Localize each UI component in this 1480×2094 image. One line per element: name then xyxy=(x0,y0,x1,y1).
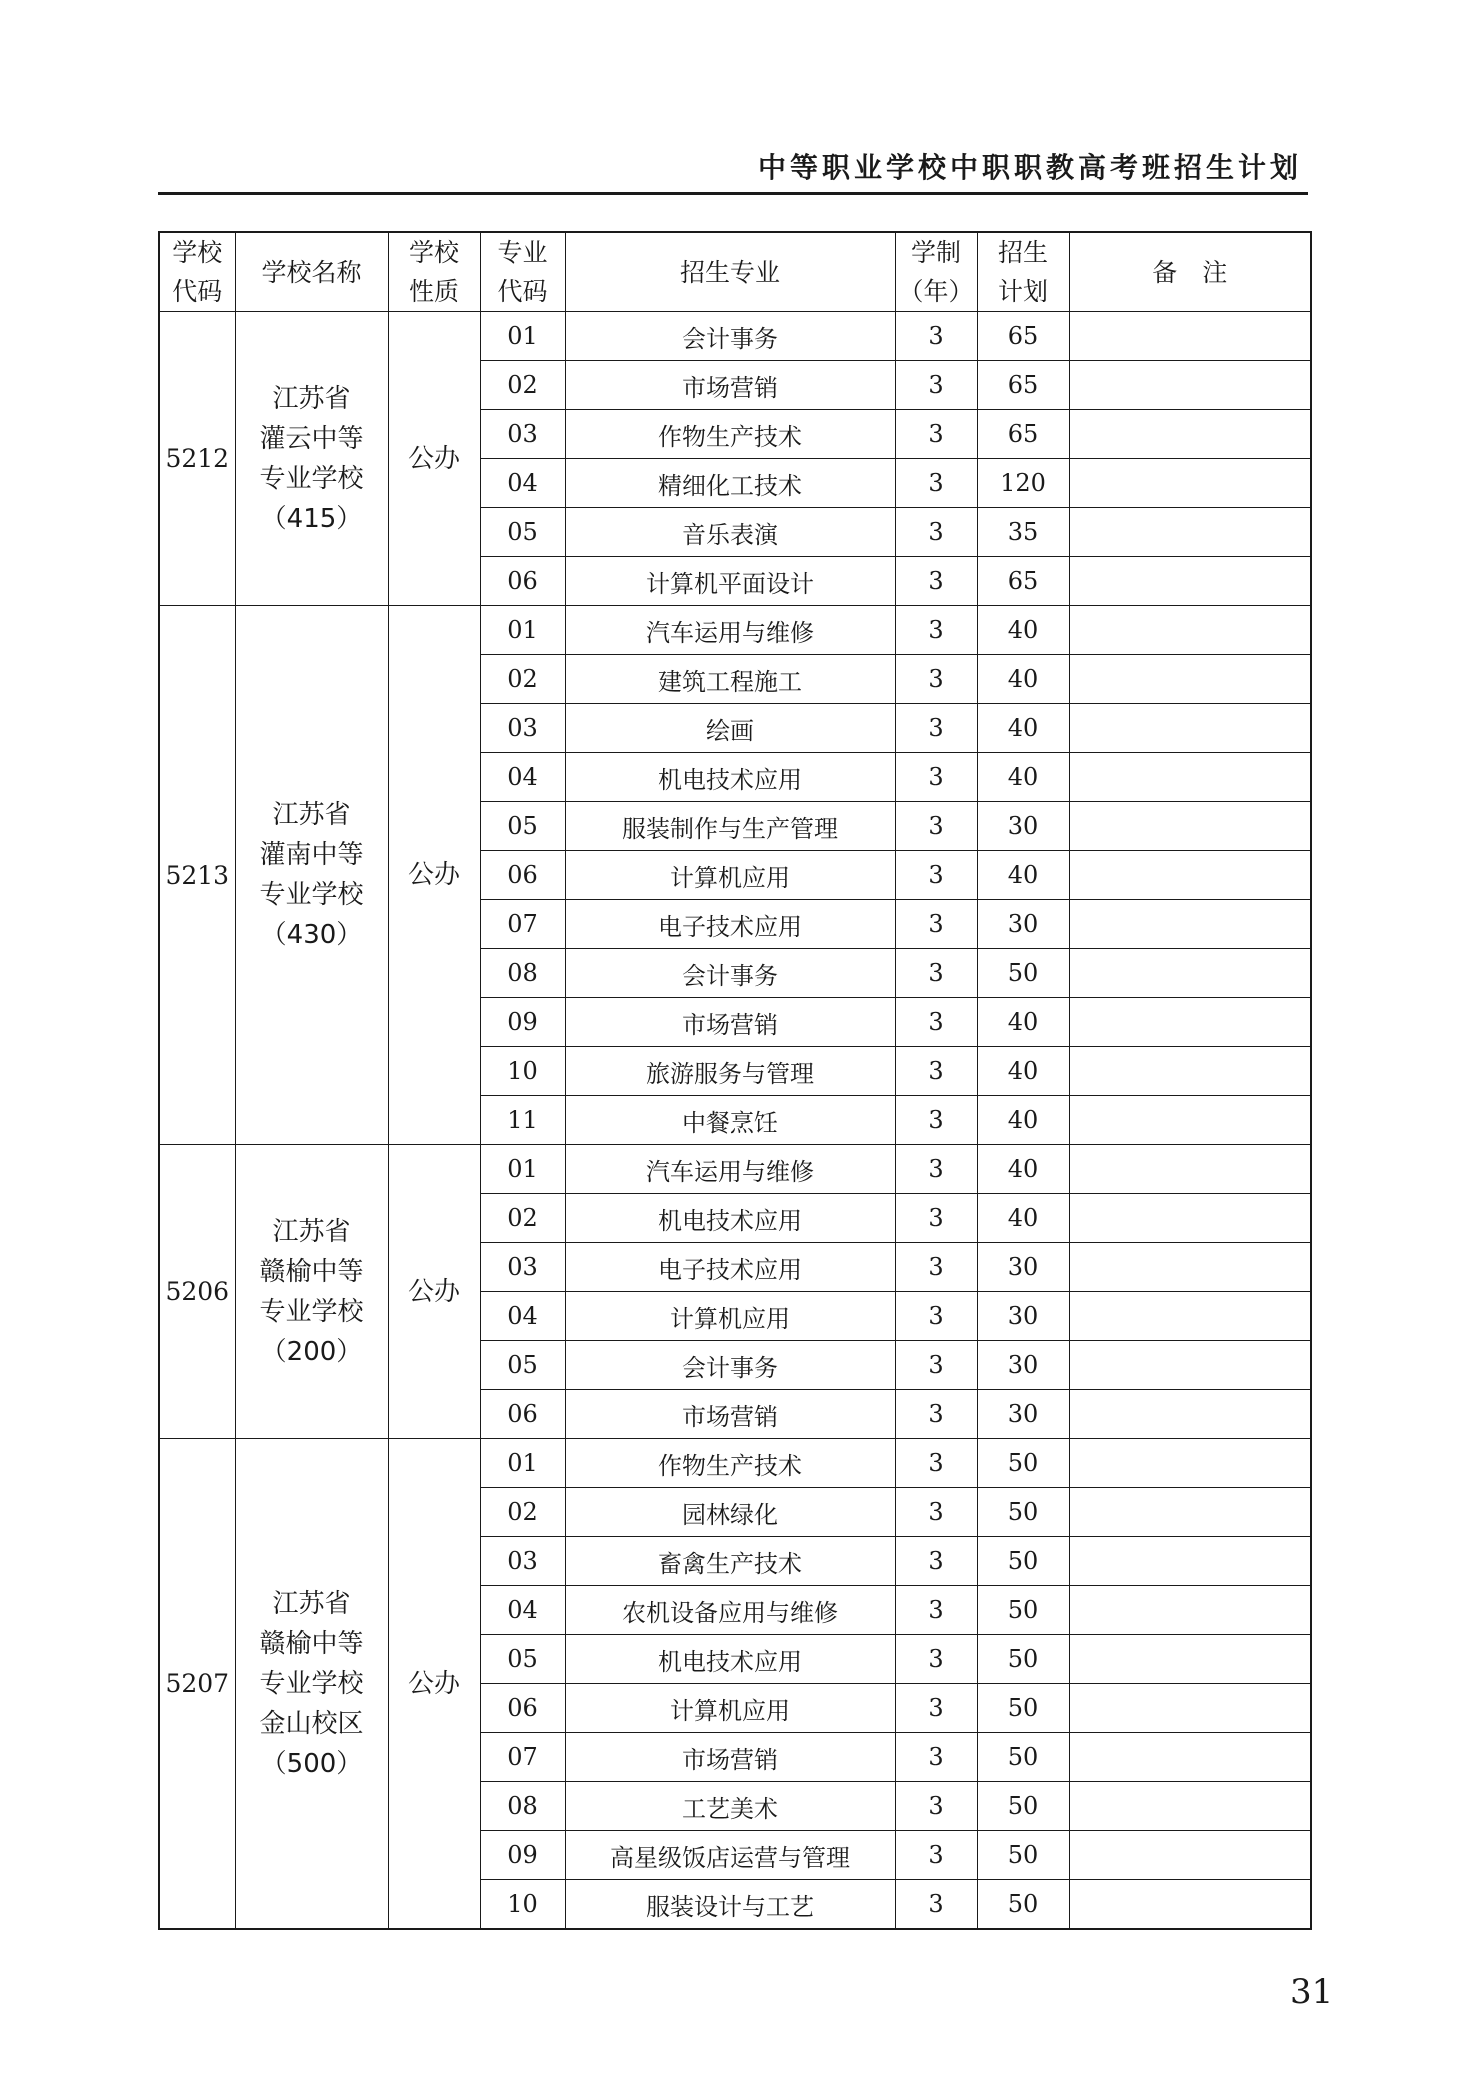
remark-cell xyxy=(1069,1782,1311,1831)
major-code-cell: 04 xyxy=(480,1292,565,1341)
major-name-cell: 机电技术应用 xyxy=(565,1635,895,1684)
major-name-cell: 园林绿化 xyxy=(565,1488,895,1537)
remark-cell xyxy=(1069,998,1311,1047)
remark-cell xyxy=(1069,1684,1311,1733)
school-name-line: 赣榆中等 xyxy=(259,1256,364,1287)
remark-cell xyxy=(1069,1096,1311,1145)
plan-cell: 50 xyxy=(977,1831,1069,1880)
plan-cell: 65 xyxy=(977,410,1069,459)
school-name-cell xyxy=(235,1439,388,1930)
years-cell: 3 xyxy=(895,1145,977,1194)
major-name-cell: 作物生产技术 xyxy=(565,410,895,459)
major-code-cell: 02 xyxy=(480,361,565,410)
remark-cell xyxy=(1069,459,1311,508)
plan-cell: 50 xyxy=(977,1439,1069,1488)
major-name-cell: 汽车运用与维修 xyxy=(565,606,895,655)
plan-cell: 30 xyxy=(977,1390,1069,1439)
plan-cell: 50 xyxy=(977,949,1069,998)
major-name-cell: 服装设计与工艺 xyxy=(565,1880,895,1930)
years-cell: 3 xyxy=(895,606,977,655)
major-name-cell: 市场营销 xyxy=(565,1390,895,1439)
plan-cell: 30 xyxy=(977,1341,1069,1390)
major-name-cell: 中餐烹饪 xyxy=(565,1096,895,1145)
school-name-line: （430） xyxy=(260,920,363,950)
remark-cell xyxy=(1069,802,1311,851)
remark-cell xyxy=(1069,312,1311,361)
major-code-cell: 07 xyxy=(480,1733,565,1782)
major-name-cell: 机电技术应用 xyxy=(565,1194,895,1243)
years-cell: 3 xyxy=(895,851,977,900)
table-row xyxy=(159,312,1311,361)
major-name-cell: 机电技术应用 xyxy=(565,753,895,802)
school-code-cell: 5213 xyxy=(159,606,235,1145)
major-code-cell: 05 xyxy=(480,802,565,851)
plan-cell: 30 xyxy=(977,1243,1069,1292)
running-head xyxy=(158,146,1308,195)
remark-cell xyxy=(1069,1635,1311,1684)
school-code-cell: 5212 xyxy=(159,312,235,606)
major-code-cell: 01 xyxy=(480,1145,565,1194)
remark-cell xyxy=(1069,655,1311,704)
plan-cell: 50 xyxy=(977,1635,1069,1684)
years-cell: 3 xyxy=(895,410,977,459)
major-name-cell: 计算机应用 xyxy=(565,1292,895,1341)
plan-cell: 50 xyxy=(977,1586,1069,1635)
years-cell: 3 xyxy=(895,900,977,949)
major-name-cell: 市场营销 xyxy=(565,998,895,1047)
years-cell: 3 xyxy=(895,1586,977,1635)
major-code-cell: 03 xyxy=(480,1537,565,1586)
remark-cell xyxy=(1069,1831,1311,1880)
years-cell: 3 xyxy=(895,1488,977,1537)
years-cell: 3 xyxy=(895,753,977,802)
major-code-cell: 06 xyxy=(480,557,565,606)
school-name-line: 江苏省 xyxy=(272,383,351,414)
major-code-cell: 01 xyxy=(480,606,565,655)
header-major: 招生专业 xyxy=(565,232,895,312)
plan-cell: 50 xyxy=(977,1782,1069,1831)
remark-cell xyxy=(1069,1292,1311,1341)
years-cell: 3 xyxy=(895,508,977,557)
major-code-cell: 10 xyxy=(480,1047,565,1096)
major-name-cell: 会计事务 xyxy=(565,312,895,361)
remark-cell xyxy=(1069,851,1311,900)
remark-cell xyxy=(1069,1047,1311,1096)
school-name-line: 专业学校 xyxy=(259,880,364,910)
school-name-cell xyxy=(235,312,388,606)
school-name-line: 灌南中等 xyxy=(259,840,364,870)
major-name-cell: 音乐表演 xyxy=(565,508,895,557)
plan-cell: 65 xyxy=(977,557,1069,606)
school-code-cell: 5207 xyxy=(159,1439,235,1930)
remark-cell xyxy=(1069,1733,1311,1782)
major-code-cell: 08 xyxy=(480,1782,565,1831)
school-code-cell: 5206 xyxy=(159,1145,235,1439)
enrollment-plan-table xyxy=(158,231,1312,1930)
school-name-cell xyxy=(235,606,388,1145)
years-cell: 3 xyxy=(895,1292,977,1341)
school-nature-cell: 公办 xyxy=(388,606,480,1145)
school-name-line: （500） xyxy=(260,1748,363,1779)
plan-cell: 30 xyxy=(977,1292,1069,1341)
school-name-line: 灌云中等 xyxy=(259,423,364,454)
school-name-line: 赣榆中等 xyxy=(259,1628,364,1659)
school-name-line: 专业学校 xyxy=(259,463,364,494)
years-cell: 3 xyxy=(895,1782,977,1831)
major-code-cell: 03 xyxy=(480,704,565,753)
major-code-cell: 06 xyxy=(480,1684,565,1733)
major-code-cell: 07 xyxy=(480,900,565,949)
table-row xyxy=(159,606,1311,655)
major-code-cell: 03 xyxy=(480,410,565,459)
major-code-cell: 02 xyxy=(480,655,565,704)
school-nature-cell: 公办 xyxy=(388,312,480,606)
remark-cell xyxy=(1069,1194,1311,1243)
years-cell: 3 xyxy=(895,655,977,704)
table-row xyxy=(159,1145,1311,1194)
years-cell: 3 xyxy=(895,1684,977,1733)
plan-cell: 40 xyxy=(977,1194,1069,1243)
major-code-cell: 06 xyxy=(480,851,565,900)
major-name-cell: 工艺美术 xyxy=(565,1782,895,1831)
major-name-cell: 高星级饭店运营与管理 xyxy=(565,1831,895,1880)
major-name-cell: 计算机应用 xyxy=(565,1684,895,1733)
years-cell: 3 xyxy=(895,1537,977,1586)
major-name-cell: 市场营销 xyxy=(565,1733,895,1782)
remark-cell xyxy=(1069,753,1311,802)
school-name-line: 江苏省 xyxy=(272,1216,351,1247)
years-cell: 3 xyxy=(895,1635,977,1684)
school-name-line: 金山校区 xyxy=(259,1708,364,1739)
years-cell: 3 xyxy=(895,1880,977,1930)
plan-cell: 50 xyxy=(977,1733,1069,1782)
major-name-cell: 农机设备应用与维修 xyxy=(565,1586,895,1635)
major-name-cell: 汽车运用与维修 xyxy=(565,1145,895,1194)
major-name-cell: 建筑工程施工 xyxy=(565,655,895,704)
remark-cell xyxy=(1069,1341,1311,1390)
remark-cell xyxy=(1069,1145,1311,1194)
major-name-cell: 旅游服务与管理 xyxy=(565,1047,895,1096)
major-code-cell: 06 xyxy=(480,1390,565,1439)
years-cell: 3 xyxy=(895,1390,977,1439)
years-cell: 3 xyxy=(895,949,977,998)
remark-cell xyxy=(1069,1880,1311,1930)
years-cell: 3 xyxy=(895,1096,977,1145)
school-nature-cell: 公办 xyxy=(388,1439,480,1930)
school-nature-cell: 公办 xyxy=(388,1145,480,1439)
major-code-cell: 02 xyxy=(480,1194,565,1243)
major-name-cell: 市场营销 xyxy=(565,361,895,410)
major-name-cell: 电子技术应用 xyxy=(565,900,895,949)
major-name-cell: 会计事务 xyxy=(565,949,895,998)
remark-cell xyxy=(1069,606,1311,655)
major-name-cell: 计算机应用 xyxy=(565,851,895,900)
years-cell: 3 xyxy=(895,1733,977,1782)
major-name-cell: 畜禽生产技术 xyxy=(565,1537,895,1586)
school-name-line: 专业学校 xyxy=(259,1668,364,1699)
remark-cell xyxy=(1069,1488,1311,1537)
years-cell: 3 xyxy=(895,557,977,606)
major-code-cell: 05 xyxy=(480,1341,565,1390)
plan-cell: 40 xyxy=(977,655,1069,704)
plan-cell: 120 xyxy=(977,459,1069,508)
plan-cell: 40 xyxy=(977,1096,1069,1145)
remark-cell xyxy=(1069,1390,1311,1439)
remark-cell xyxy=(1069,361,1311,410)
page-number: 31 xyxy=(1290,1972,1334,2012)
major-code-cell: 04 xyxy=(480,1586,565,1635)
major-code-cell: 11 xyxy=(480,1096,565,1145)
major-name-cell: 绘画 xyxy=(565,704,895,753)
major-name-cell: 会计事务 xyxy=(565,1341,895,1390)
major-code-cell: 05 xyxy=(480,1635,565,1684)
major-code-cell: 04 xyxy=(480,753,565,802)
header-remark: 备 注 xyxy=(1069,232,1311,312)
years-cell: 3 xyxy=(895,361,977,410)
table-row xyxy=(159,1439,1311,1488)
plan-cell: 50 xyxy=(977,1880,1069,1930)
major-name-cell: 作物生产技术 xyxy=(565,1439,895,1488)
remark-cell xyxy=(1069,508,1311,557)
school-name-line: 专业学校 xyxy=(259,1296,364,1327)
years-cell: 3 xyxy=(895,998,977,1047)
major-code-cell: 03 xyxy=(480,1243,565,1292)
plan-cell: 40 xyxy=(977,998,1069,1047)
header-years: 学制 （年） xyxy=(895,232,977,312)
plan-cell: 30 xyxy=(977,900,1069,949)
years-cell: 3 xyxy=(895,1831,977,1880)
school-name-line: （200） xyxy=(260,1336,363,1367)
remark-cell xyxy=(1069,704,1311,753)
remark-cell xyxy=(1069,949,1311,998)
remark-cell xyxy=(1069,557,1311,606)
major-code-cell: 09 xyxy=(480,998,565,1047)
header-nature: 学校 性质 xyxy=(388,232,480,312)
header-plan: 招生 计划 xyxy=(977,232,1069,312)
plan-cell: 50 xyxy=(977,1537,1069,1586)
years-cell: 3 xyxy=(895,704,977,753)
plan-cell: 30 xyxy=(977,802,1069,851)
school-name-line: 江苏省 xyxy=(272,1588,351,1619)
years-cell: 3 xyxy=(895,1047,977,1096)
plan-cell: 35 xyxy=(977,508,1069,557)
header-school-code: 学校 代码 xyxy=(159,232,235,312)
plan-cell: 50 xyxy=(977,1684,1069,1733)
plan-cell: 40 xyxy=(977,753,1069,802)
table-header-row xyxy=(159,232,1311,312)
header-school-name: 学校名称 xyxy=(235,232,388,312)
major-code-cell: 10 xyxy=(480,1880,565,1930)
remark-cell xyxy=(1069,1439,1311,1488)
remark-cell xyxy=(1069,1537,1311,1586)
years-cell: 3 xyxy=(895,802,977,851)
school-name-cell xyxy=(235,1145,388,1439)
major-code-cell: 04 xyxy=(480,459,565,508)
years-cell: 3 xyxy=(895,1194,977,1243)
major-code-cell: 01 xyxy=(480,312,565,361)
plan-cell: 40 xyxy=(977,704,1069,753)
running-title: 中等职业学校中职职教高考班招生计划 xyxy=(757,151,1302,184)
plan-cell: 40 xyxy=(977,606,1069,655)
plan-cell: 65 xyxy=(977,312,1069,361)
major-code-cell: 02 xyxy=(480,1488,565,1537)
major-name-cell: 电子技术应用 xyxy=(565,1243,895,1292)
plan-cell: 65 xyxy=(977,361,1069,410)
years-cell: 3 xyxy=(895,459,977,508)
major-code-cell: 01 xyxy=(480,1439,565,1488)
years-cell: 3 xyxy=(895,1243,977,1292)
major-code-cell: 05 xyxy=(480,508,565,557)
major-code-cell: 08 xyxy=(480,949,565,998)
major-name-cell: 精细化工技术 xyxy=(565,459,895,508)
plan-cell: 40 xyxy=(977,1047,1069,1096)
remark-cell xyxy=(1069,1586,1311,1635)
plan-cell: 50 xyxy=(977,1488,1069,1537)
years-cell: 3 xyxy=(895,1341,977,1390)
remark-cell xyxy=(1069,900,1311,949)
remark-cell xyxy=(1069,410,1311,459)
table-body xyxy=(159,312,1311,1930)
plan-cell: 40 xyxy=(977,851,1069,900)
school-name-line: （415） xyxy=(260,503,363,534)
header-major-code: 专业 代码 xyxy=(480,232,565,312)
remark-cell xyxy=(1069,1243,1311,1292)
plan-cell: 40 xyxy=(977,1145,1069,1194)
years-cell: 3 xyxy=(895,312,977,361)
major-code-cell: 09 xyxy=(480,1831,565,1880)
years-cell: 3 xyxy=(895,1439,977,1488)
school-name-line: 江苏省 xyxy=(272,800,351,830)
major-name-cell: 服装制作与生产管理 xyxy=(565,802,895,851)
major-name-cell: 计算机平面设计 xyxy=(565,557,895,606)
